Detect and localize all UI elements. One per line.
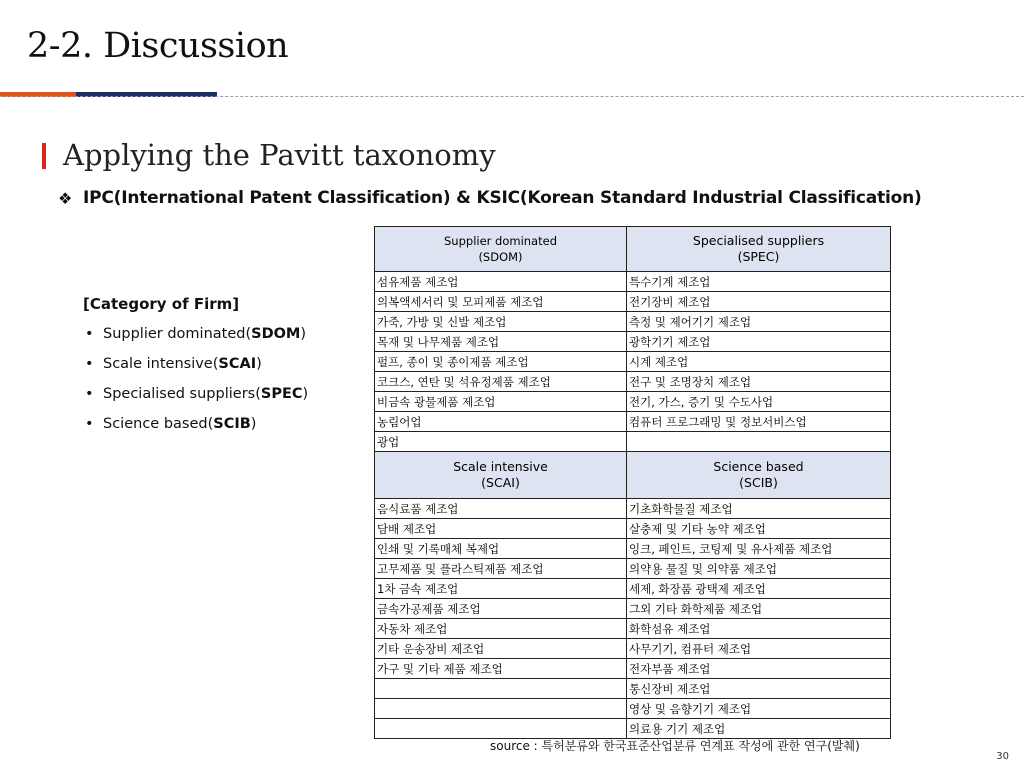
table-cell-right: 시계 제조업: [627, 352, 891, 372]
table-header-row: [375, 452, 891, 499]
table-cell-right: 의료용 기기 제조업: [627, 719, 891, 739]
category-heading: [Category of Firm]: [83, 295, 240, 313]
table-cell-left: 1차 금속 제조업: [375, 579, 627, 599]
section-title: Applying the Pavitt taxonomy: [63, 138, 496, 172]
table-cell-left: 농림어업: [375, 412, 627, 432]
table-cell-right: 영상 및 음향기기 제조업: [627, 699, 891, 719]
pavitt-table: [374, 226, 891, 739]
table-cell-right: 전기, 가스, 증기 및 수도사업: [627, 392, 891, 412]
table-row: [375, 292, 891, 312]
table-cell-left: 인쇄 및 기록매체 복제업: [375, 539, 627, 559]
table-cell-left: 금속가공제품 제조업: [375, 599, 627, 619]
table-cell-left: 광업: [375, 432, 627, 452]
table-cell-left: [375, 699, 627, 719]
table-cell-right: 광학기기 제조업: [627, 332, 891, 352]
table-cell-left: 자동차 제조업: [375, 619, 627, 639]
table-cell-left: 섬유제품 제조업: [375, 272, 627, 292]
page-number: 30: [996, 751, 1009, 762]
table-cell-right: 세제, 화장품 광택제 제조업: [627, 579, 891, 599]
table-row: [375, 679, 891, 699]
table-row: [375, 559, 891, 579]
table-cell-right: 컴퓨터 프로그래밍 및 정보서비스업: [627, 412, 891, 432]
table-row: [375, 412, 891, 432]
table-row: [375, 499, 891, 519]
table-header-row: [375, 227, 891, 272]
section-marker: [42, 143, 46, 169]
table-row: [375, 332, 891, 352]
table-cell-left: 코크스, 연탄 및 석유정제품 제조업: [375, 372, 627, 392]
table-row: [375, 699, 891, 719]
table-cell-right: 기초화학물질 제조업: [627, 499, 891, 519]
header-scib: Science based (SCIB): [627, 452, 891, 499]
category-item: • Scale intensive(SCAI): [83, 354, 308, 384]
table-cell-left: 고무제품 및 플라스틱제품 제조업: [375, 559, 627, 579]
table-cell-right: 그외 기타 화학제품 제조업: [627, 599, 891, 619]
title-divider: [0, 96, 1024, 97]
table-cell-right: 측정 및 제어기기 제조업: [627, 312, 891, 332]
header-scai: Scale intensive (SCAI): [375, 452, 627, 499]
header-spec: Specialised suppliers (SPEC): [627, 227, 891, 272]
table-cell-right: 화학섬유 제조업: [627, 619, 891, 639]
table-row: [375, 539, 891, 559]
table-cell-right: 전기장비 제조업: [627, 292, 891, 312]
table-row: [375, 619, 891, 639]
table-row: [375, 719, 891, 739]
table-cell-right: 의약용 물질 및 의약품 제조업: [627, 559, 891, 579]
table-row: [375, 579, 891, 599]
table-cell-right: 전구 및 조명장치 제조업: [627, 372, 891, 392]
table-cell-left: [375, 679, 627, 699]
source-note: source : 특허분류와 한국표준산업분류 연계표 작성에 관한 연구(발췌): [490, 739, 860, 753]
slide-title: 2-2. Discussion: [27, 26, 289, 66]
table-cell-left: 음식료품 제조업: [375, 499, 627, 519]
classification-subtitle: IPC(International Patent Classification) & KSIC(Korean Standard Industrial Classification): [83, 188, 922, 208]
table-cell-left: [375, 719, 627, 739]
category-item: • Specialised suppliers(SPEC): [83, 384, 308, 414]
table-cell-left: 담배 제조업: [375, 519, 627, 539]
table-row: [375, 392, 891, 412]
table-row: [375, 352, 891, 372]
table-cell-right: 사무기기, 컴퓨터 제조업: [627, 639, 891, 659]
table-cell-right: 통신장비 제조업: [627, 679, 891, 699]
diamond-bullet-icon: ❖: [58, 189, 73, 208]
header-sdom: Supplier dominated (SDOM): [375, 227, 627, 272]
table-row: [375, 639, 891, 659]
table-cell-left: 가죽, 가방 및 신발 제조업: [375, 312, 627, 332]
category-list: [83, 324, 308, 444]
table-row: [375, 372, 891, 392]
table-row: [375, 599, 891, 619]
category-of-firm: [83, 295, 308, 444]
table-cell-left: 목재 및 나무제품 제조업: [375, 332, 627, 352]
table-cell-right: 특수기계 제조업: [627, 272, 891, 292]
table-cell-left: 비금속 광물제품 제조업: [375, 392, 627, 412]
table-cell-left: 의복액세서리 및 모피제품 제조업: [375, 292, 627, 312]
table-cell-left: 기타 운송장비 제조업: [375, 639, 627, 659]
table-row: [375, 272, 891, 292]
category-item: • Supplier dominated(SDOM): [83, 324, 308, 354]
table-row: [375, 312, 891, 332]
table-cell-left: 펄프, 종이 및 종이제품 제조업: [375, 352, 627, 372]
table-cell-right: 살충제 및 기타 농약 제조업: [627, 519, 891, 539]
table-cell-right: [627, 432, 891, 452]
table-cell-right: 전자부품 제조업: [627, 659, 891, 679]
table-row: [375, 659, 891, 679]
table-row: [375, 432, 891, 452]
table-cell-right: 잉크, 페인트, 코팅제 및 유사제품 제조업: [627, 539, 891, 559]
category-item: • Science based(SCIB): [83, 414, 308, 444]
table-cell-left: 가구 및 기타 제품 제조업: [375, 659, 627, 679]
table-row: [375, 519, 891, 539]
